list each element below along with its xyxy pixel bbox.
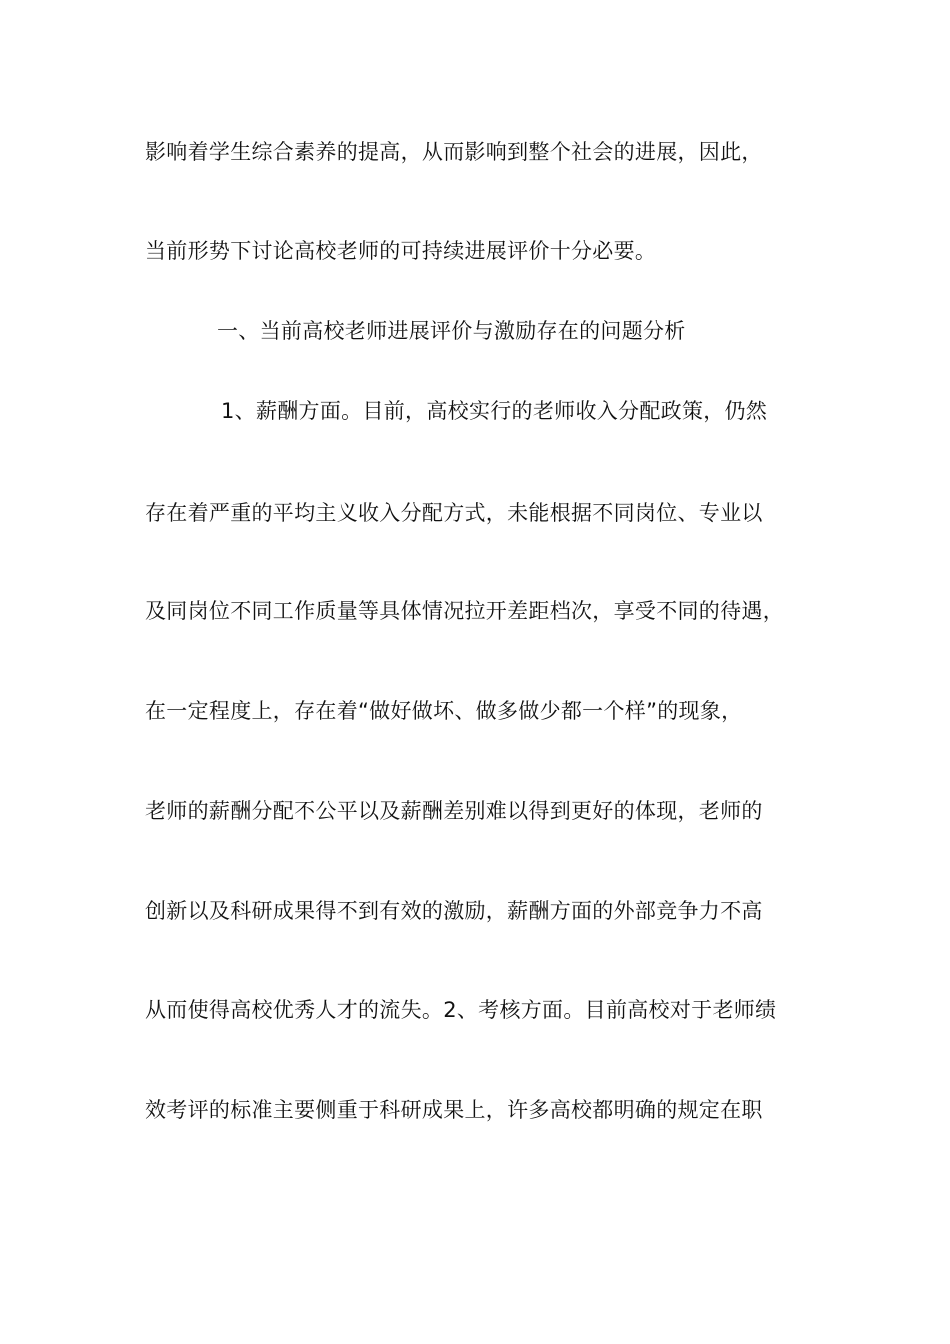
body-text-line: 存在着严重的平均主义收入分配方式，未能根据不同岗位、专业以 [145,501,763,525]
body-text-line: 及同岗位不同工作质量等具体情况拉开差距档次，享受不同的待遇， [145,599,784,623]
body-text-line: 创新以及科研成果得不到有效的激励，薪酬方面的外部竞争力不高 [145,899,763,923]
body-text-line: 在一定程度上，存在着“做好做坏、做多做少都一个样”的现象， [145,699,743,723]
body-text-line: 影响着学生综合素养的提高，从而影响到整个社会的进展，因此， [145,140,763,164]
section-heading: 一、当前高校老师进展评价与激励存在的问题分析 [217,319,686,343]
paragraph-first-line: 1、薪酬方面。目前，高校实行的老师收入分配政策，仍然 [221,399,768,423]
body-text-line: 从而使得高校优秀人才的流失。2、考核方面。目前高校对于老师绩 [145,998,777,1022]
body-text-line: 老师的薪酬分配不公平以及薪酬差别难以得到更好的体现，老师的 [145,799,763,823]
body-text-line: 当前形势下讨论高校老师的可持续进展评价十分必要。 [145,239,657,263]
body-text-line: 效考评的标准主要侧重于科研成果上，许多高校都明确的规定在职 [145,1098,763,1122]
